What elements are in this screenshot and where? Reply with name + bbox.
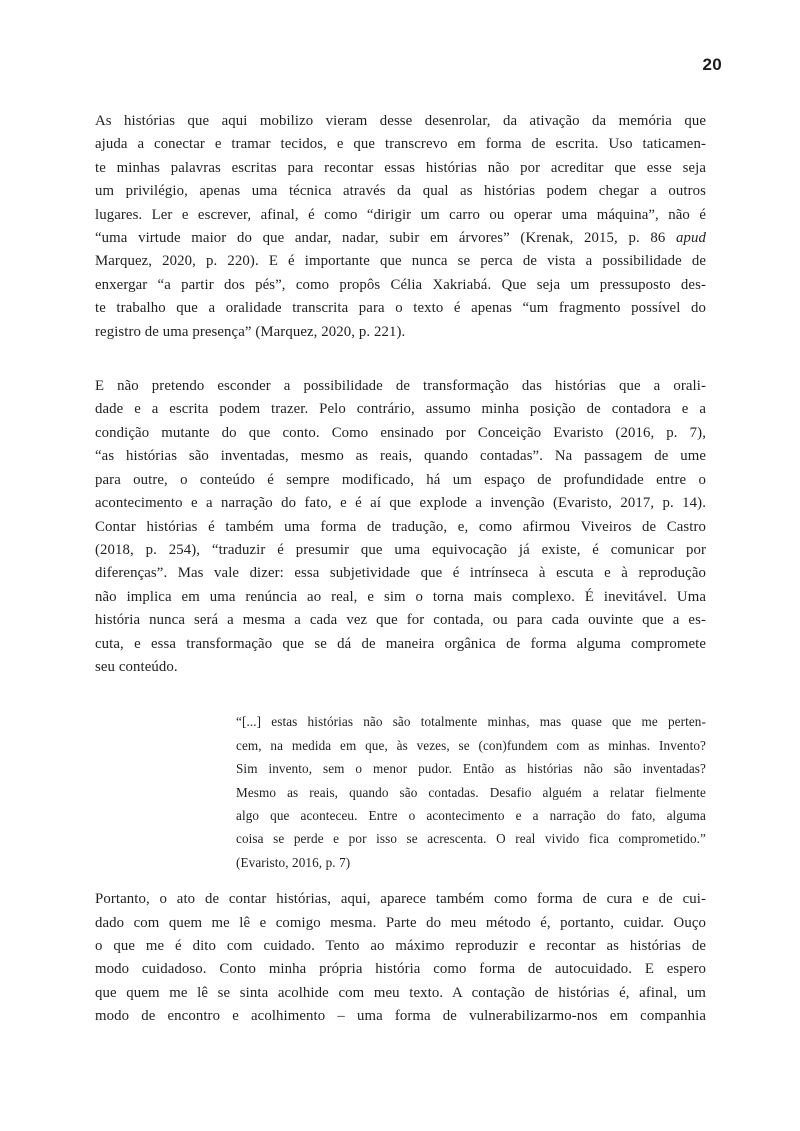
text-line: para outre, o conteúdo é sempre modificado, há um espaço de profundidade entre o [95, 471, 706, 488]
text-line: algo que aconteceu. Entre o acontecimento e a narração do fato, alguma [236, 807, 706, 823]
text-line: coisa se perde e por isso se acrescenta. O real vivido fica comprometido.” [236, 831, 706, 847]
text-line: não implica em uma renúncia ao real, e sim o torna mais complexo. É inevitável. Uma [95, 588, 706, 605]
paragraph-1 [95, 110, 706, 344]
text-line: modo de encontro e acolhimento – uma forma de vulnerabilizarmo-nos em companhia [95, 1008, 706, 1025]
text-line: cem, na medida em que, às vezes, se (con)fundem com as minhas. Invento? [236, 737, 706, 753]
text-line: “[...] estas histórias não são totalmente minhas, mas quase que me perten- [236, 714, 706, 730]
page-number: 20 [702, 55, 722, 74]
text-line: dade e a escrita podem trazer. Pelo contrário, assumo minha posição de contadora e a [95, 401, 706, 418]
text-line: Sim invento, sem o menor pudor. Então as histórias não são inventadas? [236, 761, 706, 777]
text-line: registro de uma presença” (Marquez, 2020, p. 221). [95, 323, 406, 340]
text-line: te trabalho que a oralidade transcrita para o texto é apenas “um fragmento possível do [95, 300, 706, 317]
text-line: modo cuidadoso. Conto minha própria história como forma de autocuidado. E espero [95, 961, 706, 978]
text-line: E não pretendo esconder a possibilidade de transformação das histórias que a orali- [95, 378, 706, 395]
text-line: que quem me lê se sinta acolhide com meu texto. A contação de histórias é, afinal, um [95, 984, 706, 1001]
text-line: (Evaristo, 2016, p. 7) [236, 854, 351, 870]
text-line: lugares. Ler e escrever, afinal, é como “dirigir um carro ou operar uma máquina”, não é [95, 206, 706, 223]
text-line: “uma virtude maior do que andar, nadar, subir em árvores” (Krenak, 2015, p. 86 apud [95, 230, 706, 247]
text-line: condição mutante do que conto. Como ensinado por Conceição Evaristo (2016, p. 7), [95, 424, 706, 441]
text-line: Contar histórias é também uma forma de tradução, e, como afirmou Viveiros de Castro [95, 518, 706, 535]
block-quote [236, 710, 706, 874]
text-line: seu conteúdo. [95, 658, 178, 675]
text-line: Mesmo as reais, quando são contadas. Desafio alguém a relatar fielmente [236, 784, 706, 800]
text-line: te minhas palavras escritas para recontar essas histórias não por acreditar que esse seja [95, 159, 706, 176]
text-line: (2018, p. 254), “traduzir é presumir que uma equivocação já existe, é comunicar por [95, 541, 706, 558]
text-line: As histórias que aqui mobilizo vieram desse desenrolar, da ativação da memória que [95, 113, 706, 129]
text-line: Marquez, 2020, p. 220). E é importante que nunca se perca de vista a possibilidade de [95, 253, 706, 270]
text-line: Portanto, o ato de contar histórias, aqui, aparece também como forma de cura e de cui- [95, 891, 706, 908]
text-line: um privilégio, apenas uma técnica através da qual as histórias podem chegar a outros [95, 183, 706, 200]
text-line: “as histórias são inventadas, mesmo as reais, quando contadas”. Na passagem de ume [95, 448, 706, 465]
text-line: diferenças”. Mas vale dizer: essa subjetividade que é intrínseca à escuta e à reprodução [95, 565, 706, 582]
text-column [95, 110, 706, 1029]
text-line: história nunca será a mesma a cada vez que for contada, ou para cada ouvinte que a es- [95, 612, 706, 629]
text-line: enxergar “a partir dos pés”, como propôs Célia Xakriabá. Que seja um pressuposto des- [95, 276, 706, 293]
paragraph-3 [95, 888, 706, 1028]
text-line: dado com quem me lê e comigo mesma. Parte do meu método é, portanto, cuidar. Ouço [95, 914, 706, 931]
text-line: cuta, e essa transformação que se dá de maneira orgânica de forma alguma compromete [95, 635, 706, 652]
text-line: ajuda a conectar e tramar tecidos, e que transcrevo em forma de escrita. Uso taticamen- [95, 136, 706, 153]
text-line: acontecimento e a narração do fato, e é aí que explode a invenção (Evaristo, 2017, p. 14). [95, 495, 706, 512]
text-line: o que me é dito com cuidado. Tento ao máximo reproduzir e recontar as histórias de [95, 938, 706, 954]
paragraph-2 [95, 375, 706, 679]
